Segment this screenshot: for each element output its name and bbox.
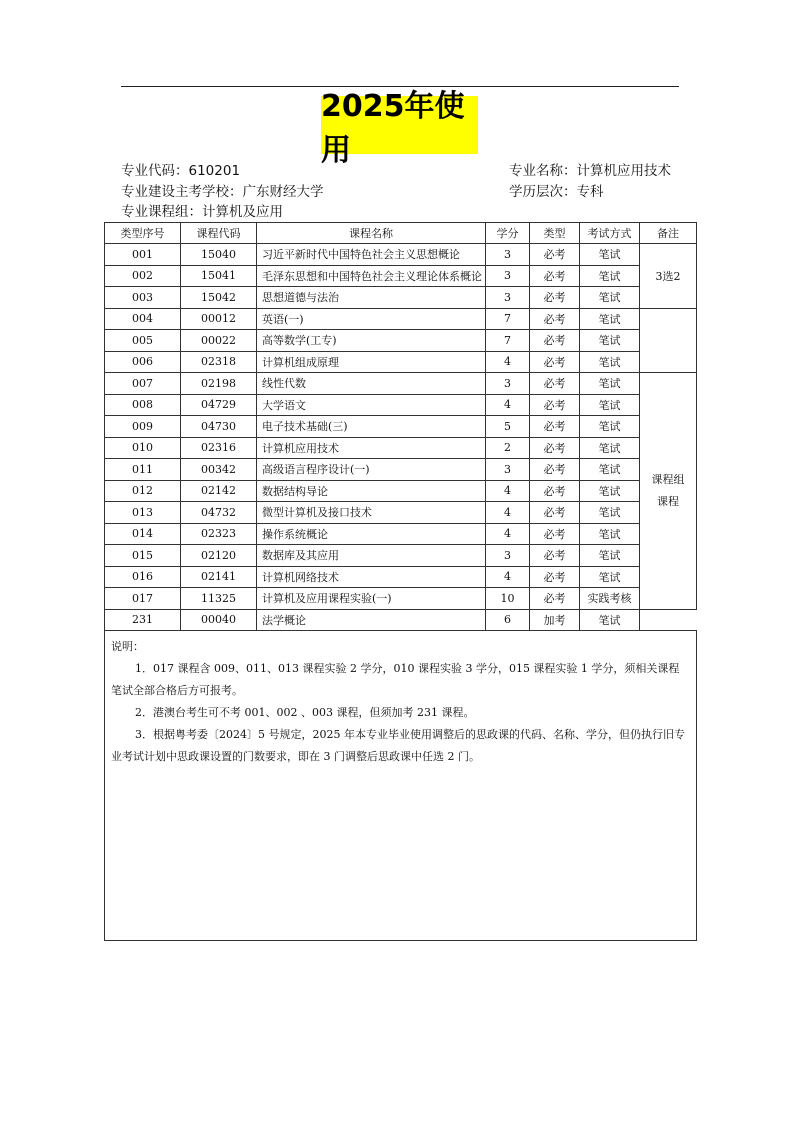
cell-code: 02318: [181, 351, 257, 373]
table-header-row: [105, 223, 697, 244]
cell-code: 15042: [181, 287, 257, 309]
cell-credit: 3: [486, 265, 530, 287]
table-row: [105, 351, 697, 373]
note-item: 3．根据粤考委〔2024〕5 号规定，2025 年本专业毕业使用调整后的思政课的代码、名称、学分，但仍执行旧专业考试计划中思政课设置的门数要求，即在 3 门调整后思政课中任选 2 门。: [111, 728, 685, 763]
cell-seq: 014: [105, 523, 181, 545]
col-header: 类型: [530, 223, 580, 244]
cell-name: 微型计算机及接口技术: [257, 502, 486, 524]
cell-name: 计算机网络技术: [257, 566, 486, 588]
cell-type: 必考: [530, 545, 580, 567]
cell-credit: 3: [486, 459, 530, 481]
cell-type: 必考: [530, 351, 580, 373]
cell-credit: 4: [486, 566, 530, 588]
cell-name: 操作系统概论: [257, 523, 486, 545]
cell-code: 15040: [181, 244, 257, 266]
school-value: 广东财经大学: [242, 184, 324, 200]
cell-type: 必考: [530, 566, 580, 588]
cell-seq: 012: [105, 480, 181, 502]
cell-seq: 013: [105, 502, 181, 524]
table-row: [105, 373, 697, 395]
cell-code: 11325: [181, 588, 257, 610]
cell-seq: 010: [105, 437, 181, 459]
cell-seq: 002: [105, 265, 181, 287]
cell-credit: 4: [486, 523, 530, 545]
note-item: 1．017 课程含 009、011、013 课程实验 2 学分，010 课程实验 3 学分，015 课程实验 1 学分，须相关课程笔试全部合格后方可报考。: [111, 662, 680, 697]
remark-course-group: [640, 373, 697, 610]
cell-type: 必考: [530, 480, 580, 502]
table-row: [105, 244, 697, 266]
cell-exam: 笔试: [580, 373, 640, 395]
cell-type: 必考: [530, 308, 580, 330]
cell-name: 大学语文: [257, 394, 486, 416]
cell-type: 必考: [530, 287, 580, 309]
cell-type: 必考: [530, 265, 580, 287]
table-row: [105, 265, 697, 287]
col-header: 类型序号: [105, 223, 181, 244]
cell-code: 02198: [181, 373, 257, 395]
cell-code: 00022: [181, 330, 257, 352]
cell-exam: 笔试: [580, 545, 640, 567]
table-row: [105, 502, 697, 524]
school-label: 专业建设主考学校：: [121, 184, 243, 200]
cell-exam: 笔试: [580, 523, 640, 545]
cell-seq: 003: [105, 287, 181, 309]
cell-name: 数据库及其应用: [257, 545, 486, 567]
cell-exam: 笔试: [580, 609, 640, 631]
remark-choose-two: 3选2: [640, 244, 697, 309]
cell-seq: 016: [105, 566, 181, 588]
level: [509, 183, 604, 201]
cell-code: 04729: [181, 394, 257, 416]
cell-code: 04732: [181, 502, 257, 524]
cell-type: 必考: [530, 330, 580, 352]
cell-name: 高等数学(工专): [257, 330, 486, 352]
cell-name: 高级语言程序设计(一): [257, 459, 486, 481]
cell-credit: 3: [486, 373, 530, 395]
cell-credit: 3: [486, 287, 530, 309]
table-row: [105, 308, 697, 330]
cell-exam: 笔试: [580, 351, 640, 373]
cell-seq: 006: [105, 351, 181, 373]
table-row: [105, 523, 697, 545]
major-name-value: 计算机应用技术: [576, 163, 671, 179]
remark-empty: [640, 308, 697, 373]
cell-name: 线性代数: [257, 373, 486, 395]
col-header: 学分: [486, 223, 530, 244]
cell-name: 数据结构导论: [257, 480, 486, 502]
cell-exam: 笔试: [580, 459, 640, 481]
cell-type: 必考: [530, 437, 580, 459]
cell-exam: 笔试: [580, 394, 640, 416]
cell-exam: 笔试: [580, 502, 640, 524]
notes-heading: 说明：: [111, 640, 144, 653]
cell-name: 计算机组成原理: [257, 351, 486, 373]
cell-seq: 007: [105, 373, 181, 395]
cell-exam: 笔试: [580, 244, 640, 266]
cell-credit: 4: [486, 351, 530, 373]
cell-type: 必考: [530, 459, 580, 481]
cell-credit: 4: [486, 394, 530, 416]
level-value: 专科: [576, 184, 604, 200]
note-item: 2．港澳台考生可不考 001、002 、003 课程，但须加考 231 课程。: [135, 706, 475, 719]
school: [121, 183, 324, 201]
table-row: [105, 566, 697, 588]
course-group-value: 计算机及应用: [202, 204, 283, 220]
cell-seq: 004: [105, 308, 181, 330]
cell-type: 必考: [530, 394, 580, 416]
cell-code: 00342: [181, 459, 257, 481]
cell-code: 00012: [181, 308, 257, 330]
table-row: [105, 609, 697, 631]
cell-exam: 实践考核: [580, 588, 640, 610]
cell-credit: 5: [486, 416, 530, 438]
course-group-label: 专业课程组：: [121, 204, 202, 220]
cell-name: 法学概论: [257, 609, 486, 631]
cell-type: 必考: [530, 523, 580, 545]
cell-seq: 011: [105, 459, 181, 481]
table-row: [105, 545, 697, 567]
cell-credit: 6: [486, 609, 530, 631]
cell-credit: 7: [486, 308, 530, 330]
major-code: [121, 162, 240, 180]
remark-course-group-line2: 课程: [657, 494, 679, 508]
cell-type: 必考: [530, 588, 580, 610]
col-header: 考试方式: [580, 223, 640, 244]
table-row: [105, 437, 697, 459]
cell-credit: 7: [486, 330, 530, 352]
cell-exam: 笔试: [580, 330, 640, 352]
cell-seq: 015: [105, 545, 181, 567]
cell-seq: 009: [105, 416, 181, 438]
major-code-value: 610201: [188, 163, 241, 179]
cell-name: 计算机应用技术: [257, 437, 486, 459]
cell-exam: 笔试: [580, 437, 640, 459]
cell-code: 04730: [181, 416, 257, 438]
cell-name: 思想道德与法治: [257, 287, 486, 309]
cell-name: 习近平新时代中国特色社会主义思想概论: [257, 244, 486, 266]
level-label: 学历层次：: [509, 184, 577, 200]
cell-name: 毛泽东思想和中国特色社会主义理论体系概论: [257, 265, 486, 287]
col-header: 备注: [640, 223, 697, 244]
cell-code: 00040: [181, 609, 257, 631]
cell-type: 必考: [530, 502, 580, 524]
cell-seq: 231: [105, 609, 181, 631]
major-name-label: 专业名称：: [509, 163, 577, 179]
cell-exam: 笔试: [580, 566, 640, 588]
cell-code: 02120: [181, 545, 257, 567]
cell-exam: 笔试: [580, 265, 640, 287]
cell-code: 02141: [181, 566, 257, 588]
cell-seq: 017: [105, 588, 181, 610]
col-header: 课程代码: [181, 223, 257, 244]
major-code-label: 专业代码：: [121, 163, 189, 179]
page-title: 2025年使用: [321, 96, 478, 154]
cell-credit: 3: [486, 244, 530, 266]
cell-exam: 笔试: [580, 287, 640, 309]
cell-type: 加考: [530, 609, 580, 631]
cell-type: 必考: [530, 373, 580, 395]
table-row: [105, 394, 697, 416]
major-name: [509, 162, 671, 180]
cell-name: 计算机及应用课程实验(一): [257, 588, 486, 610]
cell-exam: 笔试: [580, 308, 640, 330]
notes-cell: [105, 631, 697, 941]
course-table: [104, 222, 697, 941]
cell-credit: 3: [486, 545, 530, 567]
cell-code: 02316: [181, 437, 257, 459]
notes-row: [105, 631, 697, 941]
cell-seq: 008: [105, 394, 181, 416]
cell-credit: 10: [486, 588, 530, 610]
cell-exam: 笔试: [580, 416, 640, 438]
cell-seq: 001: [105, 244, 181, 266]
cell-type: 必考: [530, 244, 580, 266]
cell-credit: 4: [486, 502, 530, 524]
cell-exam: 笔试: [580, 480, 640, 502]
table-row: [105, 287, 697, 309]
table-row: [105, 588, 697, 610]
cell-code: 15041: [181, 265, 257, 287]
cell-credit: 2: [486, 437, 530, 459]
course-group: [121, 203, 283, 221]
cell-name: 电子技术基础(三): [257, 416, 486, 438]
col-header: 课程名称: [257, 223, 486, 244]
cell-seq: 005: [105, 330, 181, 352]
cell-code: 02142: [181, 480, 257, 502]
remark-course-group-line1: 课程组: [651, 472, 685, 486]
table-row: [105, 416, 697, 438]
cell-type: 必考: [530, 416, 580, 438]
cell-code: 02323: [181, 523, 257, 545]
cell-credit: 4: [486, 480, 530, 502]
table-row: [105, 480, 697, 502]
table-row: [105, 459, 697, 481]
cell-name: 英语(一): [257, 308, 486, 330]
table-row: [105, 330, 697, 352]
